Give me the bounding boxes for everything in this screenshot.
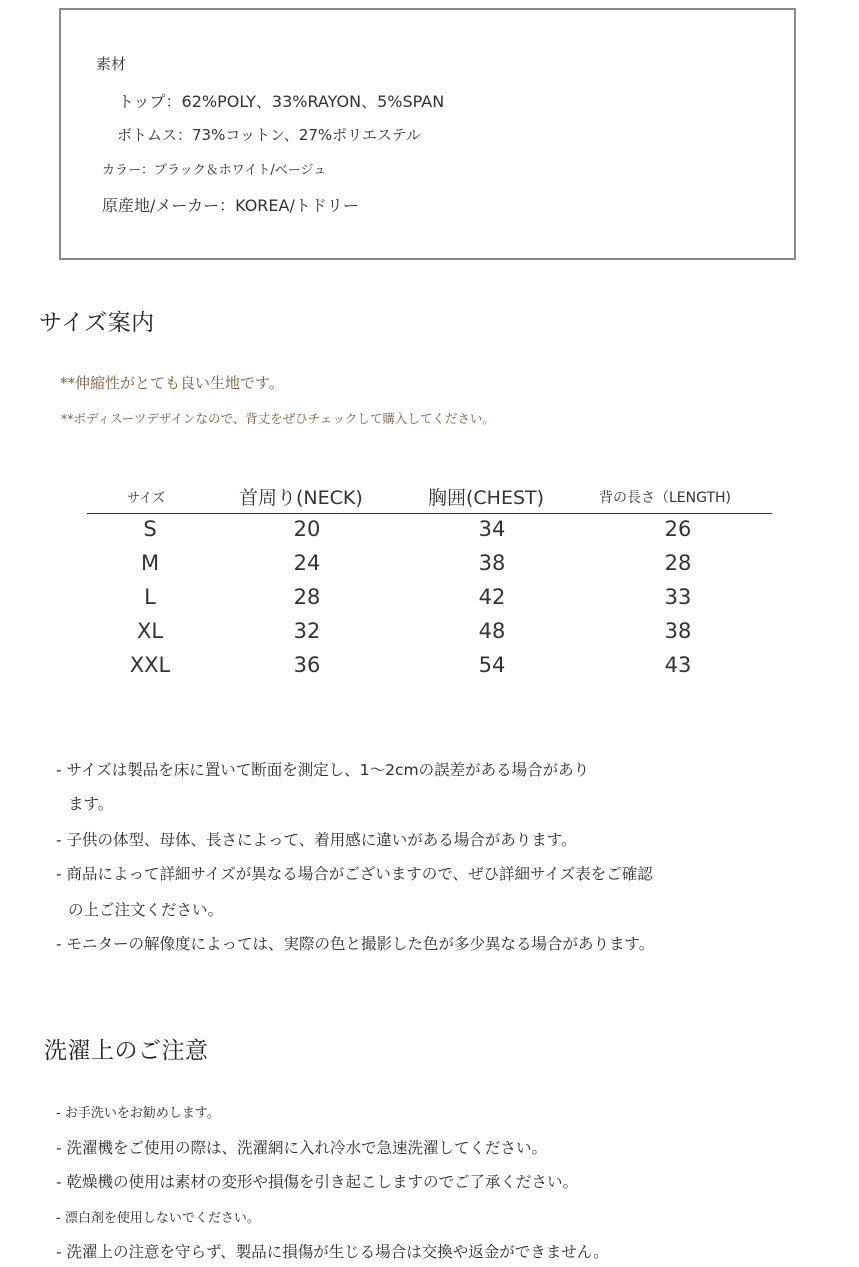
size-cell: M (140, 551, 160, 575)
chest-cell: 38 (478, 551, 506, 575)
neck-cell: 20 (293, 517, 321, 541)
chest-cell: 48 (478, 619, 506, 643)
chest-cell: 34 (478, 517, 506, 541)
length-cell: 38 (664, 619, 692, 643)
size-cell: L (144, 585, 156, 609)
list-item: - 漂白剤を使用しないでください。 (56, 1211, 260, 1226)
length-cell: 28 (664, 551, 692, 575)
size-cell: S (143, 517, 157, 541)
header-neck: 首周り(NECK) (239, 487, 363, 509)
monitor-color-note: - モニターの解像度によっては、実際の色と撮影した色が多少異なる場合があります。 (56, 935, 655, 953)
list-item: - 乾燥機の使用は素材の変形や損傷を引き起こしますのでご了承ください。 (56, 1173, 579, 1191)
material-bottoms: ボトムス：73%コットン、27%ポリエステル (117, 126, 421, 144)
bodysuit-note: **ボディスーツデザインなので、背丈をぜひチェックして購入してください。 (61, 411, 495, 426)
table-header-rule (87, 513, 772, 514)
body-type-note: - 子供の体型、母体、長さによって、着用感に違いがある場合があります。 (56, 831, 577, 849)
length-cell: 26 (664, 517, 692, 541)
size-guide-heading: サイズ案内 (39, 310, 155, 336)
header-chest: 胸囲(CHEST) (428, 487, 545, 509)
washing-heading: 洗濯上のご注意 (44, 1038, 209, 1064)
chest-cell: 42 (478, 585, 506, 609)
material-title: 素材 (96, 55, 127, 73)
neck-cell: 36 (293, 653, 321, 677)
detail-size-note-line2: の上ご注文ください。 (68, 901, 224, 919)
detail-size-note-line1: - 商品によって詳細サイズが異なる場合がございますので、ぜひ詳細サイズ表をご確認 (56, 865, 653, 883)
stretch-note: **伸縮性がとても良い生地です。 (60, 374, 284, 392)
chest-cell: 54 (478, 653, 506, 677)
material-top: トップ：62%POLY、33%RAYON、5%SPAN (118, 92, 445, 111)
material-origin: 原産地/メーカー：KOREA/トドリー (102, 196, 359, 215)
measurement-note-line1: - サイズは製品を床に置いて断面を測定し、1〜2cmの誤差がある場合があり (56, 761, 590, 779)
length-cell: 33 (664, 585, 692, 609)
list-item: - 洗濯機をご使用の際は、洗濯網に入れ冷水で急速洗濯してください。 (56, 1139, 548, 1157)
neck-cell: 28 (293, 585, 321, 609)
material-color: カラー：ブラック＆ホワイト/ベージュ (102, 163, 327, 178)
size-cell: XXL (129, 653, 171, 677)
neck-cell: 24 (293, 551, 321, 575)
list-item: - お手洗いをお勧めします。 (56, 1106, 220, 1121)
measurement-note-line2: ます。 (68, 795, 114, 813)
neck-cell: 32 (293, 619, 321, 643)
size-cell: XL (136, 619, 164, 643)
length-cell: 43 (664, 653, 692, 677)
list-item: - 洗濯上の注意を守らず、製品に損傷が生じる場合は交換や返金ができません。 (56, 1243, 609, 1261)
header-length: 背の長さ（LENGTH) (599, 490, 732, 506)
header-size: サイズ (127, 491, 165, 506)
